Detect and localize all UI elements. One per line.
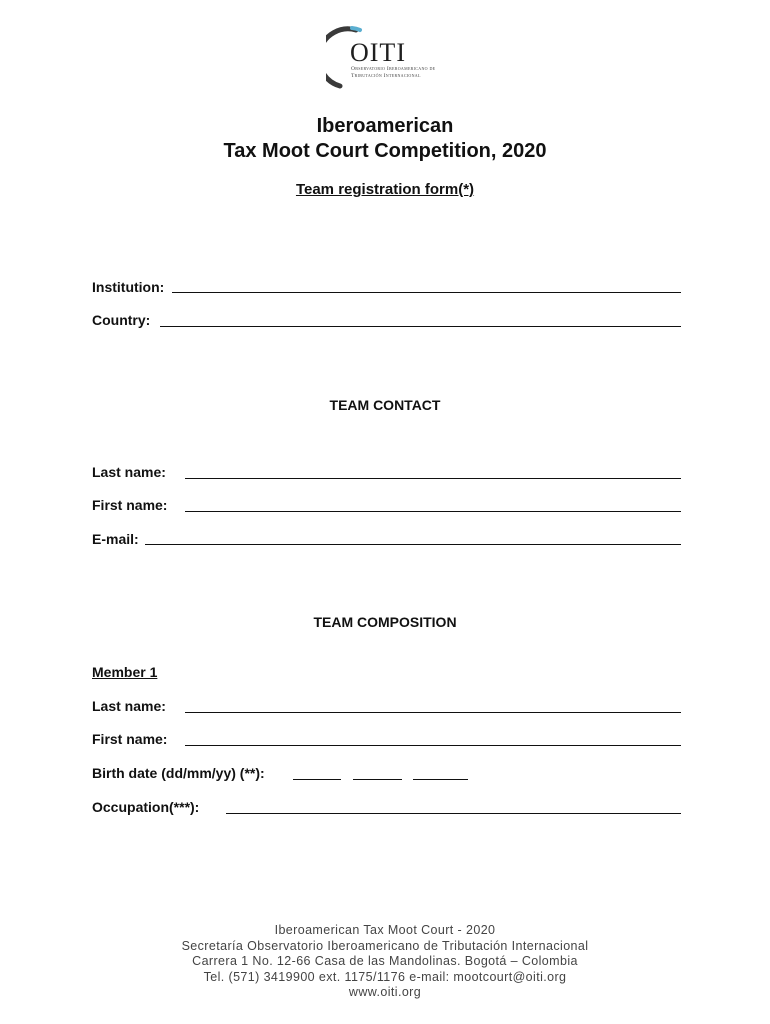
logo-wordmark: OITI xyxy=(350,38,406,67)
footer-line-2: Secretaría Observatorio Iberoamericano de Tributación Internacional xyxy=(181,938,589,953)
team-contact-heading: TEAM CONTACT xyxy=(329,397,441,413)
footer-line-4: Tel. (571) 3419900 ext. 1175/1176 e-mail: mootcourt@oiti.org xyxy=(203,969,567,984)
form-subtitle: Team registration form(*) xyxy=(295,181,475,198)
birth-day-field[interactable] xyxy=(293,779,341,780)
country-field[interactable] xyxy=(160,326,681,327)
institution-label: Institution: xyxy=(92,279,165,295)
footer xyxy=(0,923,770,1001)
contact-email-field[interactable] xyxy=(145,544,681,545)
member-1-occupation-label: Occupation(***): xyxy=(92,799,200,815)
footer-line-1: Iberoamerican Tax Moot Court - 2020 xyxy=(274,923,496,937)
member-1-last-name-label: Last name: xyxy=(92,698,166,714)
team-composition-heading: TEAM COMPOSITION xyxy=(313,614,457,630)
birth-month-field[interactable] xyxy=(353,779,402,780)
member-1-occupation-field[interactable] xyxy=(226,813,681,814)
title-line-2: Tax Moot Court Competition, 2020 xyxy=(223,140,547,162)
oiti-logo xyxy=(326,26,446,92)
member-1-last-name-field[interactable] xyxy=(185,712,681,713)
footer-line-3: Carrera 1 No. 12-66 Casa de las Mandolinas. Bogotá – Colombia xyxy=(192,954,578,969)
member-1-birth-date-label: Birth date (dd/mm/yy) (**): xyxy=(92,765,265,781)
country-label: Country: xyxy=(92,312,151,328)
logo-subtitle-1: Observatorio Iberoamericano de xyxy=(351,66,436,72)
institution-field[interactable] xyxy=(172,292,681,293)
member-1-first-name-field[interactable] xyxy=(185,745,681,746)
logo-subtitle-2: Tributación Internacional xyxy=(351,73,421,79)
contact-last-name-label: Last name: xyxy=(92,464,166,480)
contact-first-name-label: First name: xyxy=(92,497,168,513)
member-1-title: Member 1 xyxy=(92,664,158,680)
contact-first-name-field[interactable] xyxy=(185,511,681,512)
footer-website[interactable]: www.oiti.org xyxy=(348,985,422,1000)
birth-year-field[interactable] xyxy=(413,779,468,780)
contact-last-name-field[interactable] xyxy=(185,478,681,479)
member-1-first-name-label: First name: xyxy=(92,731,168,747)
title-line-1: Iberoamerican xyxy=(316,115,454,137)
contact-email-label: E-mail: xyxy=(92,531,139,547)
